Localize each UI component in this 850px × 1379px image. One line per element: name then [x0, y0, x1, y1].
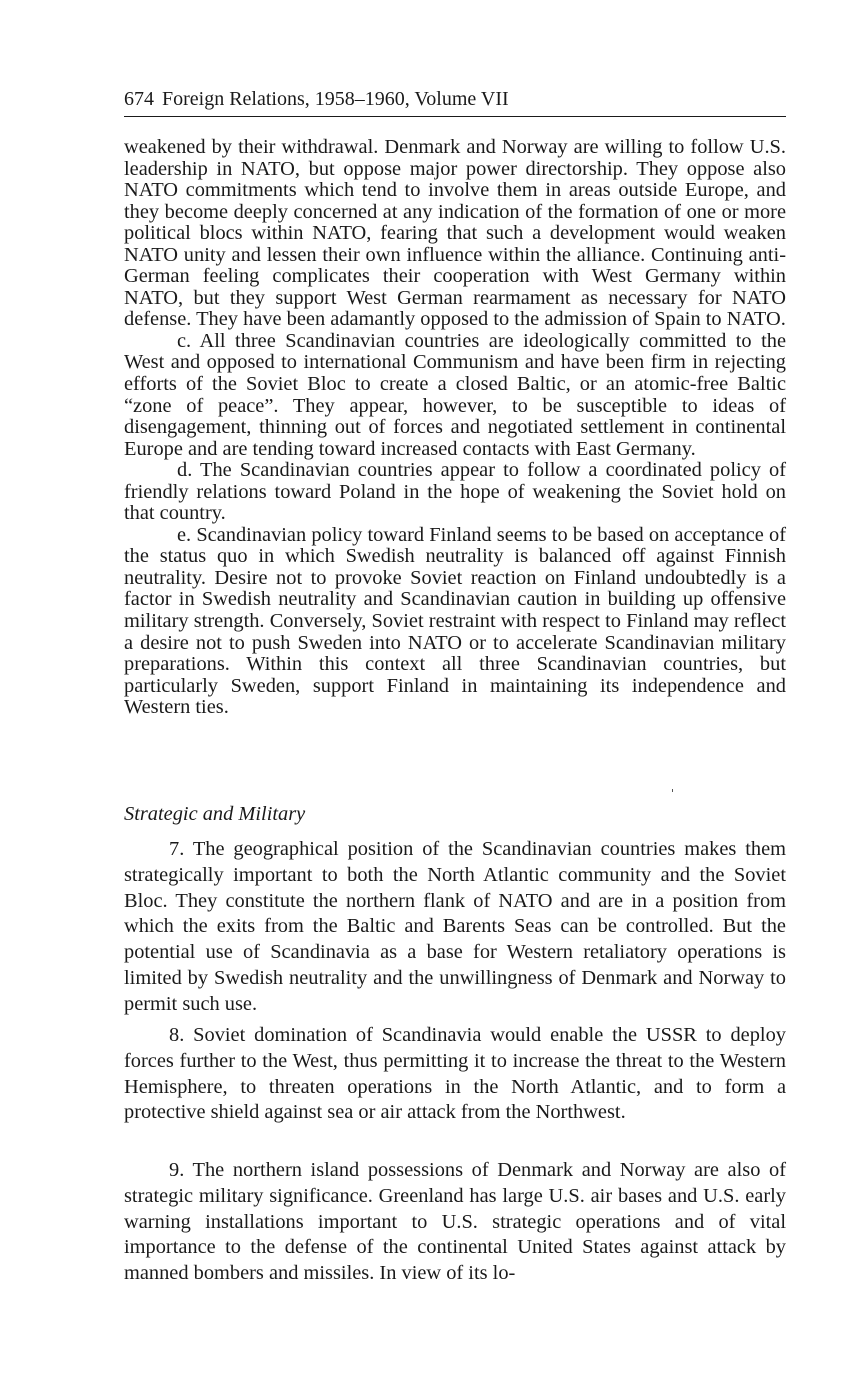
paragraph-c: c. All three Scandinavian countries are ideologically committed to the West and opposed to international Communism and have been firm in rejecting efforts of the Soviet Bloc to create a closed Baltic, or an atomic-free Baltic “zone of peace”. They appear, however, to be susceptible to ideas of disengagement, thinning out of forces and negotiated settlement in continental Europe and are tending toward increased contacts with East Germany. [124, 329, 786, 460]
running-header [124, 86, 786, 117]
dense-text-block [124, 137, 786, 719]
page-number: 674 [124, 88, 154, 110]
paragraph-d: d. The Scandinavian countries appear to follow a coordinated policy of friendly relations toward Poland in the hope of weakening the Soviet hold on that country. [124, 459, 786, 525]
paragraph-7: 7. The geographical position of the Scandinavian countries makes them strategically important to both the North Atlantic community and the Soviet Bloc. They constitute the northern flank of NATO and are in a position from which the exits from the Baltic and Barents Seas can be controlled. But the potential use of Scandinavia as a base for Western retaliatory operations is limited by Swedish neutrality and the unwillingness of Denmark and Norway to permit such use. [124, 838, 786, 1015]
paragraph-8-block [124, 1023, 786, 1126]
paragraph-9: 9. The northern island possessions of Denmark and Norway are also of strategic military significance. Greenland has large U.S. air bases and U.S. early warning installations important to U.S. strategic operations and of vital importance to the defense of the continental United States against attack by manned bombers and missiles. In view of its lo- [124, 1159, 786, 1284]
paragraph-continued: weakened by their withdrawal. Denmark and Norway are willing to follow U.S. leadership in NATO, but oppose major power directorship. They oppose also NATO commitments which tend to involve them in areas outside Europe, and they become deeply concerned at any indication of the formation of one or more political blocs within NATO, fearing that such a development would weaken NATO unity and lessen their own influence within the alliance. Continuing anti-German feeling complicates their cooperation with West Germany within NATO, but they support West German rearmament as necessary for NATO defense. They have been adamantly opposed to the admission of Spain to NATO. [124, 136, 786, 331]
paragraph-8: 8. Soviet domination of Scandinavia would enable the USSR to deploy forces further to the West, thus permitting it to increase the threat to the Western Hemisphere, to threaten operations in the North Atlantic, and to form a protective shield against sea or air attack from the Northwest. [124, 1024, 786, 1124]
section-heading: Strategic and Military [124, 803, 306, 825]
paragraph-7-block [124, 837, 786, 1017]
paragraph-e: e. Scandinavian policy toward Finland seems to be based on acceptance of the status quo in which Swedish neutrality is balanced off against Finnish neutrality. Desire not to provoke Soviet reaction on Finland undoubtedly is a factor in Swedish neutrality and Scandinavian caution in building up offensive military strength. Conversely, Soviet restraint with respect to Finland may reflect a desire not to push Sweden into NATO or to accelerate Scandinavian military preparations. Within this context all three Scandinavian countries, but particularly Sweden, support Finland in maintaining its independence and Western ties. [124, 523, 786, 719]
print-speck [672, 789, 673, 792]
paragraph-9-block [124, 1158, 786, 1287]
running-title: Foreign Relations, 1958–1960, Volume VII [162, 88, 509, 110]
